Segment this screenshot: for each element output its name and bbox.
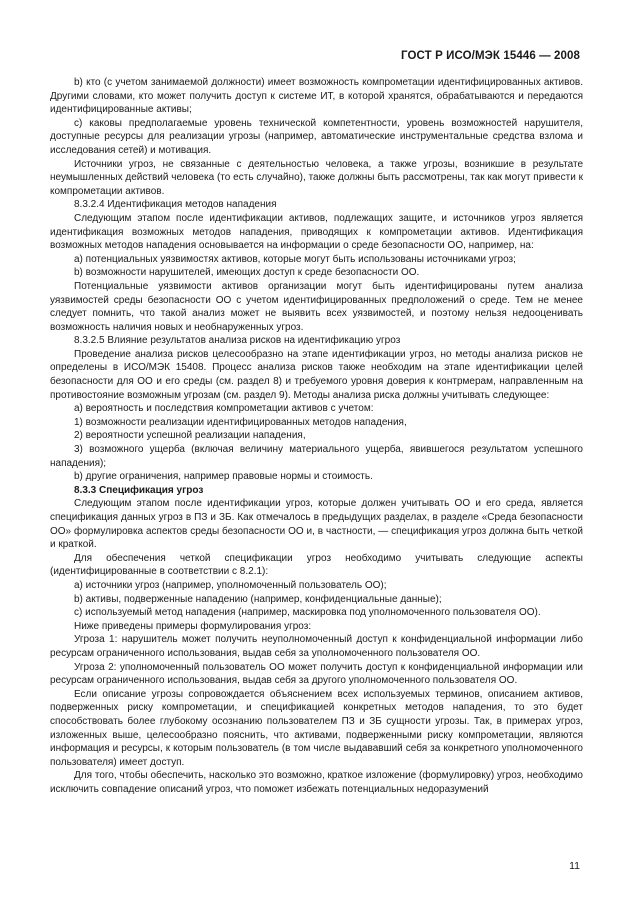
section-heading: 8.3.2.4 Идентификация методов нападения	[74, 199, 277, 211]
list-item: b) активы, подверженные нападению (например, конфиденциальные данные);	[74, 593, 442, 605]
list-item: b) возможности нарушителей, имеющих доступ к среде безопасности ОО.	[74, 267, 420, 279]
paragraph: Следующим этапом после идентификации активов, подлежащих защите, и источников угроз является идентификация возможных методов нападения, приводящих к компрометации активов. Идентификация возможных методов нападения основывается на информации о среде безопасности ОО, например, на:	[50, 212, 583, 252]
paragraph: Следующим этапом после идентификации угроз, которые должен учитывать ОО и его среда, является спецификация данных угроз в ПЗ и ЗБ. Как отмечалось в предыдущих разделах, в разделе «Среда безопасности ОО» формулировка аспектов среды безопасности ОО и, в частности, — спецификация угроз должна быть четкой и краткой.	[50, 498, 583, 551]
paragraph: Источники угроз, не связанные с деятельностью человека, а также угрозы, возникшие в результате неумышленных действий человека (то есть случайно), также должны быть рассмотрены, так как могут привести к компрометации активов.	[50, 158, 583, 197]
section-heading-bold: 8.3.3 Спецификация угроз	[74, 484, 204, 496]
threat-example: Угроза 2: уполномоченный пользователь ОО может получить доступ к конфиденциальной информации или ресурсам ограниченного использования, выдав себя за другого уполномоченного пользователя ОО.	[50, 661, 583, 687]
paragraph: Если описание угрозы сопровождается объяснением всех используемых терминов, описанием активов, подверженных риску компрометации, и спецификацией конкретных методов нападения, то это будет способствовать более глубокому осознанию пользователем ПЗ и ЗБ сущности угрозы. Так, в примерах угроз, изложенных выше, целесообразно пояснить, что активами, подверженными риску компрометации, являются информация и ресурсы, к которым пользователь (в том числе выдававший себя за конкретного уполномоченного пользователя) имеет доступ.	[50, 688, 583, 768]
section-heading: 8.3.2.5 Влияние результатов анализа рисков на идентификацию угроз	[74, 335, 401, 347]
paragraph: Проведение анализа рисков целесообразно на этапе идентификации угроз, но методы анализа рисков не определены в ИСО/МЭК 15408. Процесс анализа рисков также необходим на этапе идентификации целей безопасности для ОО и его среды (см. раздел 8) и требуемого уровня доверия к контрмерам, направленным на противостояние возможным угрозам (см. раздел 9). Методы анализа риска должны учитывать следующее:	[50, 348, 583, 401]
paragraph: b) кто (с учетом занимаемой должности) имеет возможность компрометации идентифицированных активов. Другими словами, кто может получить доступ к системе ИТ, в которой хранятся, обрабатываются и передаются идентифицированные активы;	[50, 77, 583, 116]
paragraph: c) каковы предполагаемые уровень технической компетентности, уровень возможностей нарушителя, доступные ресурсы для реализации угрозы (например, автоматические инструментальные средства взлома и исследования сетей) и мотивация.	[50, 117, 583, 156]
paragraph: Потенциальные уязвимости активов организации могут быть идентифицированы путем анализа уязвимостей среды безопасности ОО с учетом идентифицированных предположений о среде. Тем не менее следует помнить, что такой анализ может не выявить всех уязвимостей, и поэтому нельзя недооценивать возможность наличия новых и необнаруженных угроз.	[50, 280, 583, 333]
standard-header: ГОСТ Р ИСО/МЭК 15446 — 2008	[401, 50, 580, 62]
threat-example: Угроза 1: нарушитель может получить неуполномоченный доступ к конфиденциальной информации либо ресурсам ограниченного использования, выдав себя за уполномоченного пользователя ОО.	[50, 634, 583, 659]
body-text	[50, 76, 583, 796]
page-number: 11	[569, 860, 580, 872]
list-item: b) другие ограничения, например правовые нормы и стоимость.	[74, 471, 373, 483]
paragraph: Для обеспечения четкой спецификации угроз необходимо учитывать следующие аспекты (идентифицированные в соответствии с 8.2.1):	[50, 552, 583, 578]
list-item: a) источники угроз (например, уполномоченный пользователь ОО);	[74, 579, 387, 591]
paragraph: Ниже приведены примеры формулирования угроз:	[74, 620, 312, 632]
list-item: 2) вероятности успешной реализации нападения,	[74, 430, 306, 442]
list-item: 1) возможности реализации идентифицированных методов нападения,	[74, 416, 407, 428]
list-item: c) используемый метод нападения (например, маскировка под уполномоченного пользователя ОО).	[74, 607, 541, 619]
paragraph: Для того, чтобы обеспечить, насколько это возможно, краткое изложение (формулировку) угроз, необходимо исключить совпадение описаний угроз, что поможет избежать потенциальных недоразумений	[50, 770, 583, 795]
list-item: a) вероятность и последствия компрометации активов с учетом:	[74, 403, 374, 415]
list-item: 3) возможного ущерба (включая величину материального ущерба, явившегося результатом успешного нападения);	[50, 444, 583, 469]
list-item: a) потенциальных уязвимостях активов, которые могут быть использованы источниками угроз;	[74, 253, 516, 265]
